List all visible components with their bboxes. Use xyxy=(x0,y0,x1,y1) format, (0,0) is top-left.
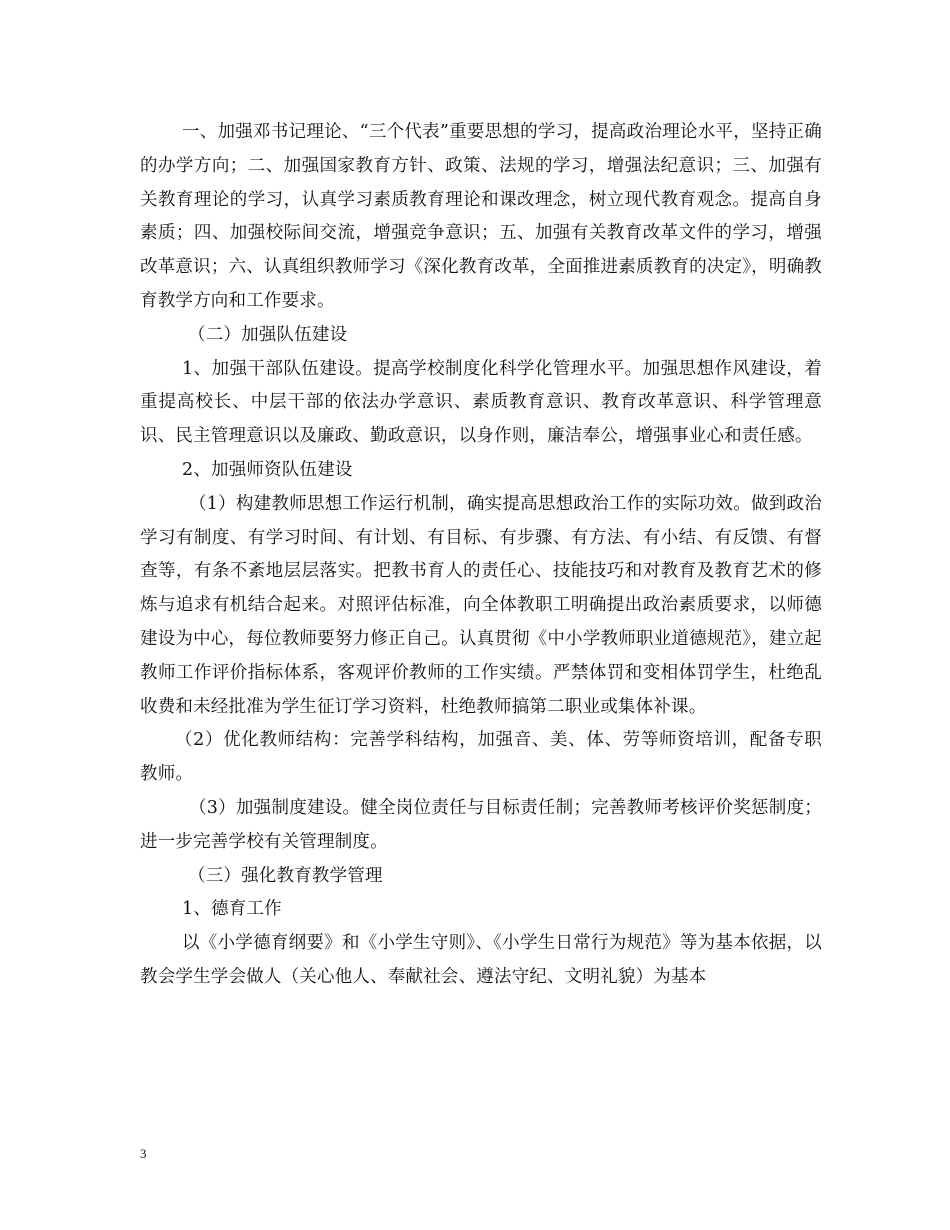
para-teacher-structure: （2）优化教师结构：完善学科结构，加强音、美、体、劳等师资培训，配备专职教师。 xyxy=(140,730,822,785)
page-number: 3 xyxy=(140,1146,147,1161)
heading-team-building: （二）加强队伍建设 xyxy=(188,324,348,345)
para-teacher-team: 2、加强师资队伍建设 xyxy=(182,459,353,480)
heading-teaching-management: （三）强化教育教学管理 xyxy=(188,865,383,886)
para-ideology-mechanism: （1）构建教师思想工作运行机制，确实提高思想政治工作的实际功效。做到政治学习有制度、有学习时间、有计划、有目标、有步骤、有方法、有小结、有反馈、有督查等，有条不紊地层层落实。把教书育人的责任心、技能技巧和对教育及教育艺术的修炼与追求有机结合起来。对照评估标准，向全体教职工明确提出政治素质要求，以师德建设为中心，每位教师要努力修正自己。认真贯彻《中小学教师职业道德规范》，建立起教师工作评价指标体系，客观评价教师的工作实绩。严禁体罚和变相体罚学生，杜绝乱收费和未经批准为学生征订学习资料，杜绝教师搞第二职业或集体补课。 xyxy=(140,493,822,717)
para-cadre-team: 1、加强干部队伍建设。提高学校制度化科学化管理水平。加强思想作风建设，着重提高校长、中层干部的依法办学意识、素质教育意识、教育改革意识、科学管理意识、民主管理意识以及廉政、勤政意识，以身作则，廉洁奉公，增强事业心和责任感。 xyxy=(140,358,822,447)
para-moral-basis: 以《小学德育纲要》和《小学生守则》、《小学生日常行为规范》等为基本依据，以教会学生学会做人（关心他人、奉献社会、遵法守纪、文明礼貌）为基本 xyxy=(140,933,822,987)
para-moral-education: 1、德育工作 xyxy=(182,899,282,920)
para-study-topics: 一、加强邓书记理论、“三个代表”重要思想的学习，提高政治理论水平，坚持正确的办学方向；二、加强国家教育方针、政策、法规的学习，增强法纪意识；三、加强有关教育理论的学习，认真学习素质教育理论和课改理念，树立现代教育观念。提高自身素质；四、加强校际间交流，增强竞争意识；五、加强有关教育改革文件的学习，增强改革意识；六、认真组织教师学习《深化教育改革，全面推进素质教育的决定》，明确教育教学方向和工作要求。 xyxy=(140,122,822,311)
para-system-building: （3）加强制度建设。健全岗位责任与目标责任制；完善教师考核评价奖惩制度；进一步完善学校有关管理制度。 xyxy=(140,797,822,852)
document-body xyxy=(140,116,822,995)
